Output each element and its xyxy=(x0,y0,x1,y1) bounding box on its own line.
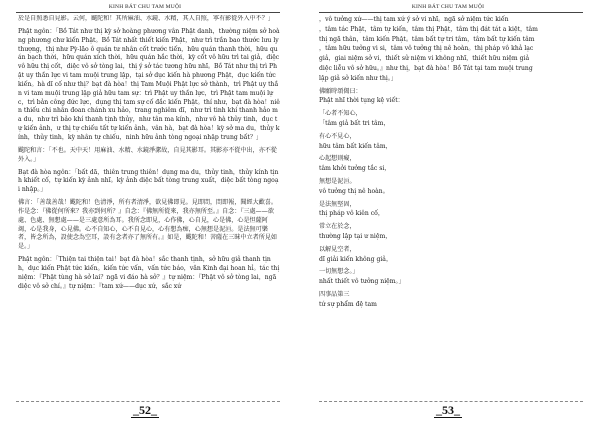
right-page xyxy=(303,0,593,424)
paragraph: Phật ngôn：「Thiện tai thiện tai！bạt đà hòa！sắc thanh tịnh，sở hữu giả thanh tịnh，dục kiến Phật tức kiến。kiến tức vấn，vấn tức báo，văn Kinh đại hoan hỉ。tác thị niệm：『Phật tùng hà sở lai？ngã vi đáo hà sở？』tự niệm：『Phật vô sở tòng lai，ngã diệc vô sở chí。』tự niệm：『tam xứ——dục xứ，sắc xứ xyxy=(18,256,280,290)
text-line: thị pháp vô kiên cố， xyxy=(319,210,384,218)
text-line: diệc liễu vô sở hữu。』như thị，bạt đà hòa！Bồ Tát tại tam muội trung xyxy=(319,64,533,72)
header-rule xyxy=(319,12,583,13)
text-line: ，vô tưởng xứ——thị tam xứ ý sở vi nhĩ。ngã sở niệm tức kiến xyxy=(319,16,509,23)
text-line: 有心不見心， xyxy=(319,132,356,140)
text-line: 「心者不知心， xyxy=(319,110,362,118)
paragraph: Bạt đà hòa ngôn：「bất dã，thiên trung thiên！dụng ma du，thủy tinh，thủy kính tịnh khiết cố，tự kiến kỳ ảnh nhĩ。kỳ ảnh diệc bất tòng trung xuất，diệc bất tòng ngoại nhập。」 xyxy=(18,168,279,194)
page-number xyxy=(303,403,593,418)
paragraph: Phật ngôn：「Bồ Tát như thị kỳ sở hoàng phương vân Phật danh，thường niệm sở hoàng phương chư kiến Phật。Bồ Tát nhất thiết kiến Phật，như trì trần bao thước lưu ly thượng，thị như Pỳ-lão ô quán tư nhân cốt trước tiến，hữu quán thanh thời，hữu quán bạch thời，hữu quán xích thời，hữu quán hắc thời，kỳ cốt vô hữu trì tai giả，diệc vô hữu thị cốt，diệc vô sở tòng lai，thị ý sở tác tương hữu nhĩ。Bồ Tát như thị trì Phật uy thần lực vi tam muội trung lập，tại sở dục kiến hà phương Phật，dục kiến tức kiến。hà dĩ cố như thị？bạt đà hòa！thị Tam Muội Phật lực sở thành，trì Phật uy thần vi tam muội trung lập giả hữu tam sự：trì Phật uy thần lực，trì Phật tam muội lực，trì bản công đức lực，dụng thị tam sự cố đắc kiến Phật。thí như，bạt đà hòa！niên thiếu chi nhân đoan chánh xu hảo，trang nghiêm dĩ，như trì tinh khí thanh hảo ma du，như trì bảo khí thanh tịnh thủy，như tân ma kính，như vô hà thủy tinh，dục tự kiến ảnh，ư thị tự chiếu tất tự kiến ảnh。vân hà，bạt đà hòa！kỳ sở ma du，thủy kính，thủy tinh，kỳ nhân tự chiếu，ninh hữu ảnh tòng ngoại nhập trung bất？」 xyxy=(18,27,280,141)
right-page-body xyxy=(319,15,579,394)
text-line: thường lập tại ư niệm， xyxy=(319,232,392,240)
left-page xyxy=(0,0,290,424)
text-line: ，tâm tác Phật，tâm tự kiến，tâm thị Phật，tâm thị đát tát a kiệt，tâm xyxy=(319,25,538,33)
text-line: hữu tâm bất kiến tâm， xyxy=(319,142,392,150)
text-line: tứ sự phẩm đệ tam xyxy=(319,300,377,308)
running-header: KINH BÁT CHU TAM MUỘI xyxy=(411,4,485,10)
header-rule xyxy=(16,12,280,13)
text-line: 心起想則癡， xyxy=(319,155,356,163)
page-number xyxy=(0,403,290,418)
page-number-text: _52_ xyxy=(133,403,157,417)
footer-rule xyxy=(319,401,583,402)
running-header: KINH BÁT CHU TAM MUỘI xyxy=(108,4,182,10)
text-line: 佛願時頌偈曰： xyxy=(319,87,362,95)
text-line: lập giả sở kiến như thị。」 xyxy=(319,74,397,82)
text-line: 以解見空者， xyxy=(319,245,356,253)
text-line: Phật nhĩ thời tụng kệ viết： xyxy=(319,97,404,105)
paragraph: 於是自照悉自見影。云何，颰陀和！其所麻油、水鏡、水精，其人自照，寧有影從外入中不？」 xyxy=(18,15,274,22)
text-line: tâm khởi tưởng tắc si， xyxy=(319,165,391,173)
text-line: thị ngã thân，tâm kiến Phật。tâm bất tự tri tâm，tâm bất tự kiến tâm xyxy=(319,35,535,43)
page-number-text: _53_ xyxy=(436,403,460,417)
text-line: 是法無堅固， xyxy=(319,200,356,208)
paragraph: 颰陀和言：「不也。天中天！用麻油、水精、水鏡淨潔故，自見其影耳。其影亦不從中出，亦不從外入。」 xyxy=(18,146,277,163)
footer-rule xyxy=(16,401,280,402)
text-line: dĩ giải kiến không giả， xyxy=(319,255,393,263)
paragraph: 佛言：「善哉善哉！颰陀和！色清淨，所有者清淨，欲見佛即見。見即問，問即報，聞經大歡喜。作是念：『佛從何所來？我亦到何所？』自念：『佛無所從來，我亦無所至。』自念：『三處——欲處、色處、無想處——是三處意所為耳。我所念即見，心作佛，心自見，心是佛，心是怛薩阿竭，心是我身，心見佛。心不自知心，心不自見心，心有想為痴，心無想是泥洹。是法無可樂者，皆念所為，設使念為空耳，設有念者亦了無所有。』如是，颰陀和！菩薩在三昧中立者所見如是。」 xyxy=(18,199,277,251)
text-line: giả，giai niệm sở vi，thiết sử niệm vi không nhĩ，thiết hữu niệm giả xyxy=(319,55,530,63)
text-line: 無想是泥洹。 xyxy=(319,177,356,185)
left-page-body xyxy=(18,15,280,394)
text-line: 一切無想念。」 xyxy=(319,268,359,276)
text-line: 四事品第三 xyxy=(319,290,350,298)
text-line: nhất thiết vô tưởng niệm。」 xyxy=(319,278,405,286)
text-line: vô tưởng thị nê hoàn。 xyxy=(319,187,389,195)
text-line: 常立在於念， xyxy=(319,223,356,231)
text-line: 「tâm giả bất tri tâm， xyxy=(319,119,390,127)
text-line: ，tâm hữu tưởng vi si，tâm vô tưởng thị nê hoàn。thị pháp vô khả lạc xyxy=(319,45,534,53)
